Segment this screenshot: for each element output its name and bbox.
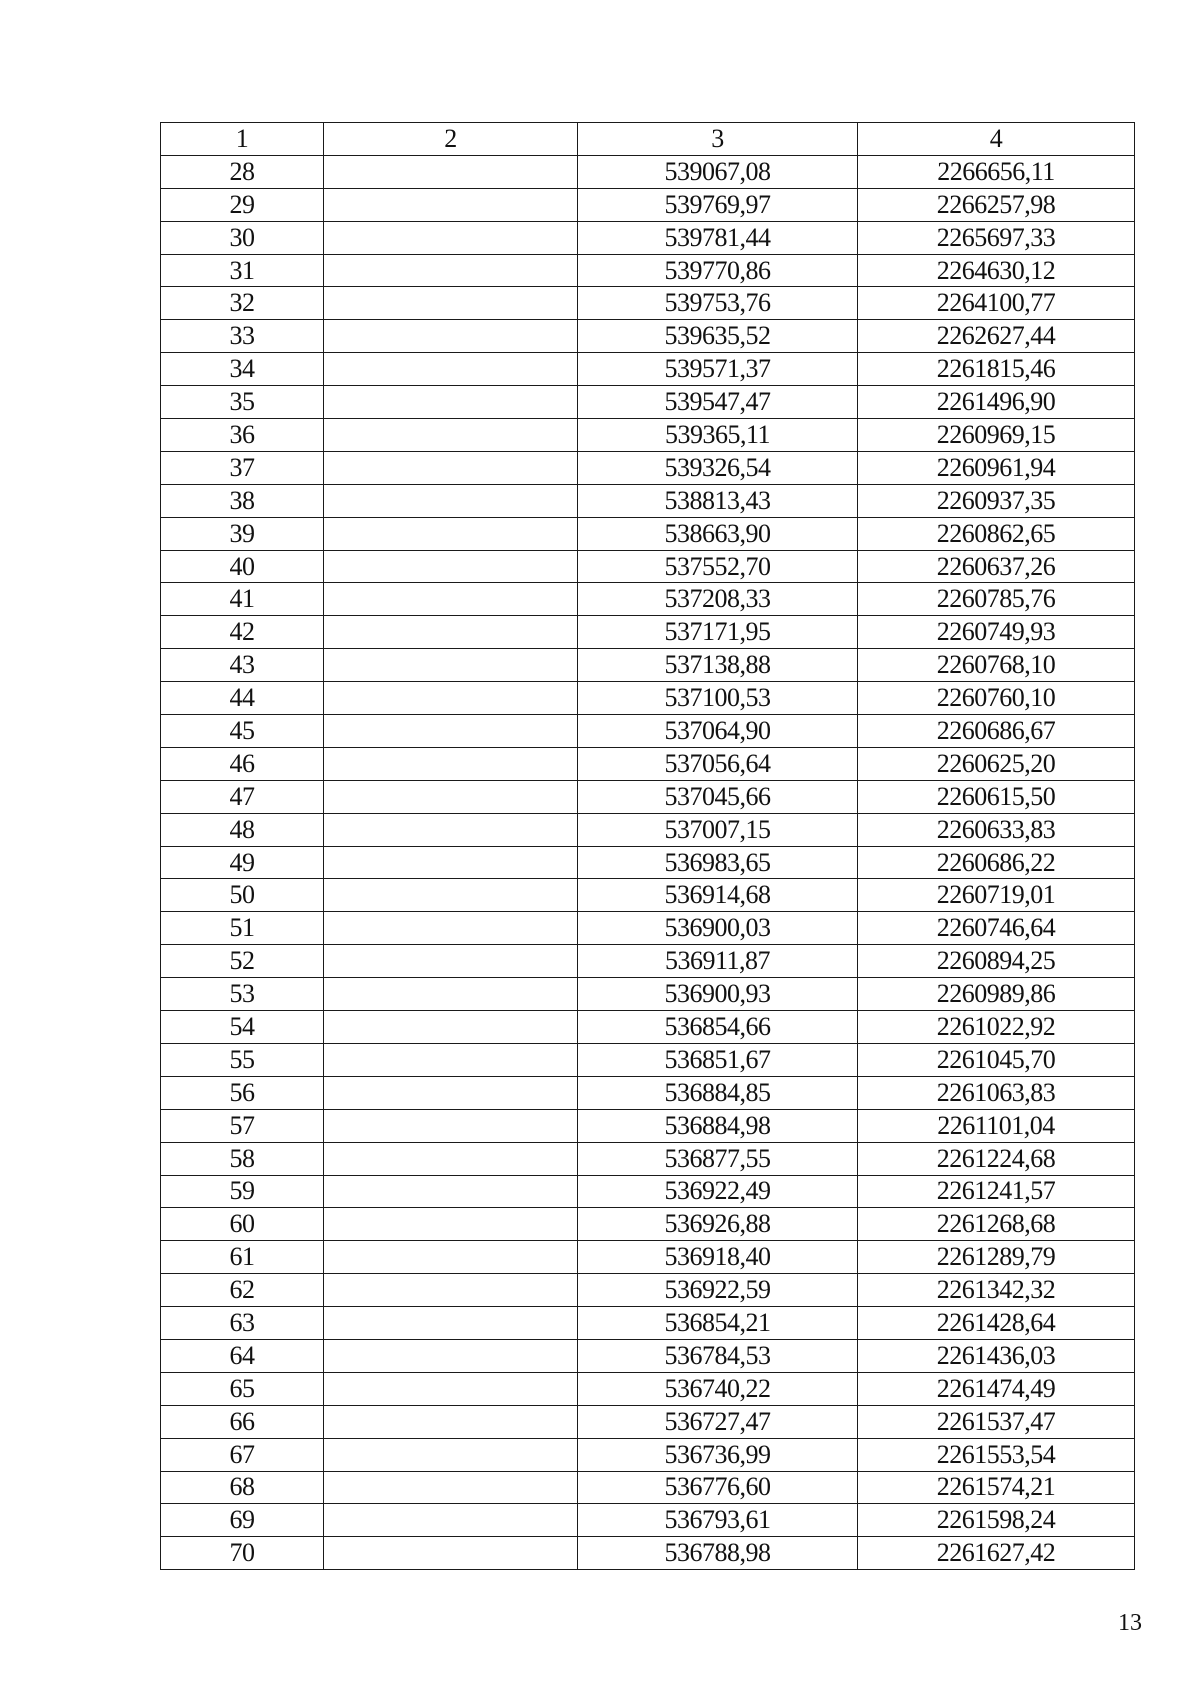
- point-number-cell: 36: [161, 419, 324, 452]
- y-coordinate-cell: 2261598,24: [858, 1504, 1135, 1537]
- column-2-cell: [324, 780, 578, 813]
- table-row: [161, 1076, 1135, 1109]
- x-coordinate-cell: 539547,47: [578, 386, 858, 419]
- y-coordinate-cell: 2260746,64: [858, 912, 1135, 945]
- x-coordinate-cell: 537100,53: [578, 682, 858, 715]
- x-coordinate-cell: 536736,99: [578, 1438, 858, 1471]
- column-2-cell: [324, 912, 578, 945]
- table-row: [161, 221, 1135, 254]
- point-number-cell: 48: [161, 813, 324, 846]
- point-number-cell: 30: [161, 221, 324, 254]
- table-header-row: [161, 123, 1135, 156]
- point-number-cell: 31: [161, 254, 324, 287]
- y-coordinate-cell: 2260615,50: [858, 780, 1135, 813]
- x-coordinate-cell: 536854,21: [578, 1307, 858, 1340]
- table-row: [161, 616, 1135, 649]
- x-coordinate-cell: 539781,44: [578, 221, 858, 254]
- table-row: [161, 451, 1135, 484]
- point-number-cell: 53: [161, 978, 324, 1011]
- y-coordinate-cell: 2261022,92: [858, 1011, 1135, 1044]
- table-row: [161, 1208, 1135, 1241]
- table-row: [161, 287, 1135, 320]
- table-row: [161, 1241, 1135, 1274]
- table-row: [161, 846, 1135, 879]
- table-row: [161, 682, 1135, 715]
- point-number-cell: 70: [161, 1537, 324, 1570]
- point-number-cell: 33: [161, 320, 324, 353]
- y-coordinate-cell: 2261342,32: [858, 1274, 1135, 1307]
- column-2-cell: [324, 1307, 578, 1340]
- table-row: [161, 715, 1135, 748]
- x-coordinate-cell: 536793,61: [578, 1504, 858, 1537]
- y-coordinate-cell: 2261063,83: [858, 1076, 1135, 1109]
- column-2-cell: [324, 682, 578, 715]
- x-coordinate-cell: 537045,66: [578, 780, 858, 813]
- x-coordinate-cell: 539635,52: [578, 320, 858, 353]
- x-coordinate-cell: 537208,33: [578, 583, 858, 616]
- point-number-cell: 57: [161, 1109, 324, 1142]
- x-coordinate-cell: 536983,65: [578, 846, 858, 879]
- point-number-cell: 46: [161, 747, 324, 780]
- y-coordinate-cell: 2261241,57: [858, 1175, 1135, 1208]
- table-row: [161, 1109, 1135, 1142]
- point-number-cell: 40: [161, 550, 324, 583]
- point-number-cell: 29: [161, 188, 324, 221]
- column-2-cell: [324, 188, 578, 221]
- x-coordinate-cell: 539326,54: [578, 451, 858, 484]
- column-2-cell: [324, 419, 578, 452]
- x-coordinate-cell: 538813,43: [578, 484, 858, 517]
- point-number-cell: 47: [161, 780, 324, 813]
- y-coordinate-cell: 2260719,01: [858, 879, 1135, 912]
- column-2-cell: [324, 583, 578, 616]
- table-row: [161, 155, 1135, 188]
- x-coordinate-cell: 537007,15: [578, 813, 858, 846]
- header-cell-1: 1: [161, 123, 324, 156]
- point-number-cell: 42: [161, 616, 324, 649]
- x-coordinate-cell: 536884,85: [578, 1076, 858, 1109]
- table-row: [161, 1504, 1135, 1537]
- table-row: [161, 1011, 1135, 1044]
- x-coordinate-cell: 536922,49: [578, 1175, 858, 1208]
- table-row: [161, 945, 1135, 978]
- y-coordinate-cell: 2261268,68: [858, 1208, 1135, 1241]
- table-row: [161, 386, 1135, 419]
- table-row: [161, 879, 1135, 912]
- y-coordinate-cell: 2261045,70: [858, 1043, 1135, 1076]
- table-row: [161, 583, 1135, 616]
- x-coordinate-cell: 536740,22: [578, 1372, 858, 1405]
- table-row: [161, 1405, 1135, 1438]
- column-2-cell: [324, 945, 578, 978]
- column-2-cell: [324, 1142, 578, 1175]
- point-number-cell: 43: [161, 649, 324, 682]
- column-2-cell: [324, 320, 578, 353]
- table-row: [161, 912, 1135, 945]
- point-number-cell: 28: [161, 155, 324, 188]
- point-number-cell: 35: [161, 386, 324, 419]
- x-coordinate-cell: 536922,59: [578, 1274, 858, 1307]
- y-coordinate-cell: 2261289,79: [858, 1241, 1135, 1274]
- table-row: [161, 353, 1135, 386]
- point-number-cell: 32: [161, 287, 324, 320]
- x-coordinate-cell: 536727,47: [578, 1405, 858, 1438]
- point-number-cell: 68: [161, 1471, 324, 1504]
- y-coordinate-cell: 2260862,65: [858, 517, 1135, 550]
- point-number-cell: 67: [161, 1438, 324, 1471]
- y-coordinate-cell: 2264100,77: [858, 287, 1135, 320]
- point-number-cell: 63: [161, 1307, 324, 1340]
- point-number-cell: 44: [161, 682, 324, 715]
- table-row: [161, 550, 1135, 583]
- x-coordinate-cell: 539365,11: [578, 419, 858, 452]
- table-row: [161, 320, 1135, 353]
- table-row: [161, 1438, 1135, 1471]
- y-coordinate-cell: 2260686,67: [858, 715, 1135, 748]
- x-coordinate-cell: 536900,03: [578, 912, 858, 945]
- point-number-cell: 37: [161, 451, 324, 484]
- x-coordinate-cell: 536884,98: [578, 1109, 858, 1142]
- column-2-cell: [324, 1208, 578, 1241]
- point-number-cell: 60: [161, 1208, 324, 1241]
- table-row: [161, 649, 1135, 682]
- y-coordinate-cell: 2261101,04: [858, 1109, 1135, 1142]
- column-2-cell: [324, 1241, 578, 1274]
- page-number: 13: [1118, 1610, 1142, 1636]
- point-number-cell: 62: [161, 1274, 324, 1307]
- x-coordinate-cell: 537138,88: [578, 649, 858, 682]
- point-number-cell: 64: [161, 1339, 324, 1372]
- column-2-cell: [324, 155, 578, 188]
- column-2-cell: [324, 1405, 578, 1438]
- y-coordinate-cell: 2261496,90: [858, 386, 1135, 419]
- table-row: [161, 747, 1135, 780]
- table-row: [161, 1175, 1135, 1208]
- column-2-cell: [324, 1471, 578, 1504]
- point-number-cell: 54: [161, 1011, 324, 1044]
- x-coordinate-cell: 536914,68: [578, 879, 858, 912]
- point-number-cell: 45: [161, 715, 324, 748]
- y-coordinate-cell: 2265697,33: [858, 221, 1135, 254]
- y-coordinate-cell: 2264630,12: [858, 254, 1135, 287]
- y-coordinate-cell: 2261428,64: [858, 1307, 1135, 1340]
- column-2-cell: [324, 616, 578, 649]
- x-coordinate-cell: 536776,60: [578, 1471, 858, 1504]
- point-number-cell: 38: [161, 484, 324, 517]
- x-coordinate-cell: 536854,66: [578, 1011, 858, 1044]
- y-coordinate-cell: 2261537,47: [858, 1405, 1135, 1438]
- column-2-cell: [324, 978, 578, 1011]
- x-coordinate-cell: 536911,87: [578, 945, 858, 978]
- column-2-cell: [324, 386, 578, 419]
- table-row: [161, 484, 1135, 517]
- point-number-cell: 55: [161, 1043, 324, 1076]
- table-row: [161, 1307, 1135, 1340]
- point-number-cell: 65: [161, 1372, 324, 1405]
- table-row: [161, 1471, 1135, 1504]
- point-number-cell: 58: [161, 1142, 324, 1175]
- point-number-cell: 61: [161, 1241, 324, 1274]
- point-number-cell: 56: [161, 1076, 324, 1109]
- column-2-cell: [324, 221, 578, 254]
- x-coordinate-cell: 536851,67: [578, 1043, 858, 1076]
- point-number-cell: 66: [161, 1405, 324, 1438]
- point-number-cell: 52: [161, 945, 324, 978]
- table-row: [161, 1372, 1135, 1405]
- y-coordinate-cell: 2262627,44: [858, 320, 1135, 353]
- x-coordinate-cell: 537552,70: [578, 550, 858, 583]
- table-row: [161, 188, 1135, 221]
- table-row: [161, 1142, 1135, 1175]
- y-coordinate-cell: 2260749,93: [858, 616, 1135, 649]
- point-number-cell: 59: [161, 1175, 324, 1208]
- column-2-cell: [324, 1109, 578, 1142]
- column-2-cell: [324, 287, 578, 320]
- point-number-cell: 49: [161, 846, 324, 879]
- column-2-cell: [324, 1076, 578, 1109]
- table-row: [161, 254, 1135, 287]
- x-coordinate-cell: 538663,90: [578, 517, 858, 550]
- y-coordinate-cell: 2261553,54: [858, 1438, 1135, 1471]
- header-cell-4: 4: [858, 123, 1135, 156]
- y-coordinate-cell: 2260686,22: [858, 846, 1135, 879]
- y-coordinate-cell: 2260961,94: [858, 451, 1135, 484]
- column-2-cell: [324, 484, 578, 517]
- table-body: [161, 123, 1135, 1570]
- column-2-cell: [324, 846, 578, 879]
- y-coordinate-cell: 2260625,20: [858, 747, 1135, 780]
- coordinates-table: [160, 122, 1135, 1570]
- y-coordinate-cell: 2266656,11: [858, 155, 1135, 188]
- y-coordinate-cell: 2260937,35: [858, 484, 1135, 517]
- column-2-cell: [324, 550, 578, 583]
- y-coordinate-cell: 2261815,46: [858, 353, 1135, 386]
- x-coordinate-cell: 539753,76: [578, 287, 858, 320]
- table-row: [161, 978, 1135, 1011]
- column-2-cell: [324, 1274, 578, 1307]
- column-2-cell: [324, 879, 578, 912]
- y-coordinate-cell: 2260633,83: [858, 813, 1135, 846]
- point-number-cell: 51: [161, 912, 324, 945]
- x-coordinate-cell: 539571,37: [578, 353, 858, 386]
- y-coordinate-cell: 2260768,10: [858, 649, 1135, 682]
- y-coordinate-cell: 2261224,68: [858, 1142, 1135, 1175]
- y-coordinate-cell: 2266257,98: [858, 188, 1135, 221]
- column-2-cell: [324, 715, 578, 748]
- y-coordinate-cell: 2260637,26: [858, 550, 1135, 583]
- table-row: [161, 419, 1135, 452]
- y-coordinate-cell: 2260785,76: [858, 583, 1135, 616]
- x-coordinate-cell: 537064,90: [578, 715, 858, 748]
- column-2-cell: [324, 1175, 578, 1208]
- column-2-cell: [324, 1011, 578, 1044]
- header-cell-2: 2: [324, 123, 578, 156]
- x-coordinate-cell: 539067,08: [578, 155, 858, 188]
- table-row: [161, 1537, 1135, 1570]
- column-2-cell: [324, 353, 578, 386]
- x-coordinate-cell: 539769,97: [578, 188, 858, 221]
- y-coordinate-cell: 2261474,49: [858, 1372, 1135, 1405]
- y-coordinate-cell: 2260760,10: [858, 682, 1135, 715]
- x-coordinate-cell: 536926,88: [578, 1208, 858, 1241]
- y-coordinate-cell: 2260894,25: [858, 945, 1135, 978]
- point-number-cell: 50: [161, 879, 324, 912]
- x-coordinate-cell: 536784,53: [578, 1339, 858, 1372]
- column-2-cell: [324, 649, 578, 682]
- column-2-cell: [324, 1339, 578, 1372]
- table-row: [161, 1043, 1135, 1076]
- x-coordinate-cell: 536918,40: [578, 1241, 858, 1274]
- table-row: [161, 813, 1135, 846]
- y-coordinate-cell: 2260969,15: [858, 419, 1135, 452]
- column-2-cell: [324, 1372, 578, 1405]
- column-2-cell: [324, 1504, 578, 1537]
- x-coordinate-cell: 536877,55: [578, 1142, 858, 1175]
- table-row: [161, 517, 1135, 550]
- table-row: [161, 780, 1135, 813]
- x-coordinate-cell: 536900,93: [578, 978, 858, 1011]
- point-number-cell: 34: [161, 353, 324, 386]
- x-coordinate-cell: 537056,64: [578, 747, 858, 780]
- point-number-cell: 69: [161, 1504, 324, 1537]
- column-2-cell: [324, 1438, 578, 1471]
- column-2-cell: [324, 1537, 578, 1570]
- table-row: [161, 1339, 1135, 1372]
- y-coordinate-cell: 2261627,42: [858, 1537, 1135, 1570]
- column-2-cell: [324, 1043, 578, 1076]
- y-coordinate-cell: 2260989,86: [858, 978, 1135, 1011]
- x-coordinate-cell: 539770,86: [578, 254, 858, 287]
- y-coordinate-cell: 2261436,03: [858, 1339, 1135, 1372]
- column-2-cell: [324, 813, 578, 846]
- point-number-cell: 41: [161, 583, 324, 616]
- column-2-cell: [324, 254, 578, 287]
- x-coordinate-cell: 536788,98: [578, 1537, 858, 1570]
- header-cell-3: 3: [578, 123, 858, 156]
- y-coordinate-cell: 2261574,21: [858, 1471, 1135, 1504]
- column-2-cell: [324, 747, 578, 780]
- x-coordinate-cell: 537171,95: [578, 616, 858, 649]
- column-2-cell: [324, 517, 578, 550]
- table-row: [161, 1274, 1135, 1307]
- point-number-cell: 39: [161, 517, 324, 550]
- column-2-cell: [324, 451, 578, 484]
